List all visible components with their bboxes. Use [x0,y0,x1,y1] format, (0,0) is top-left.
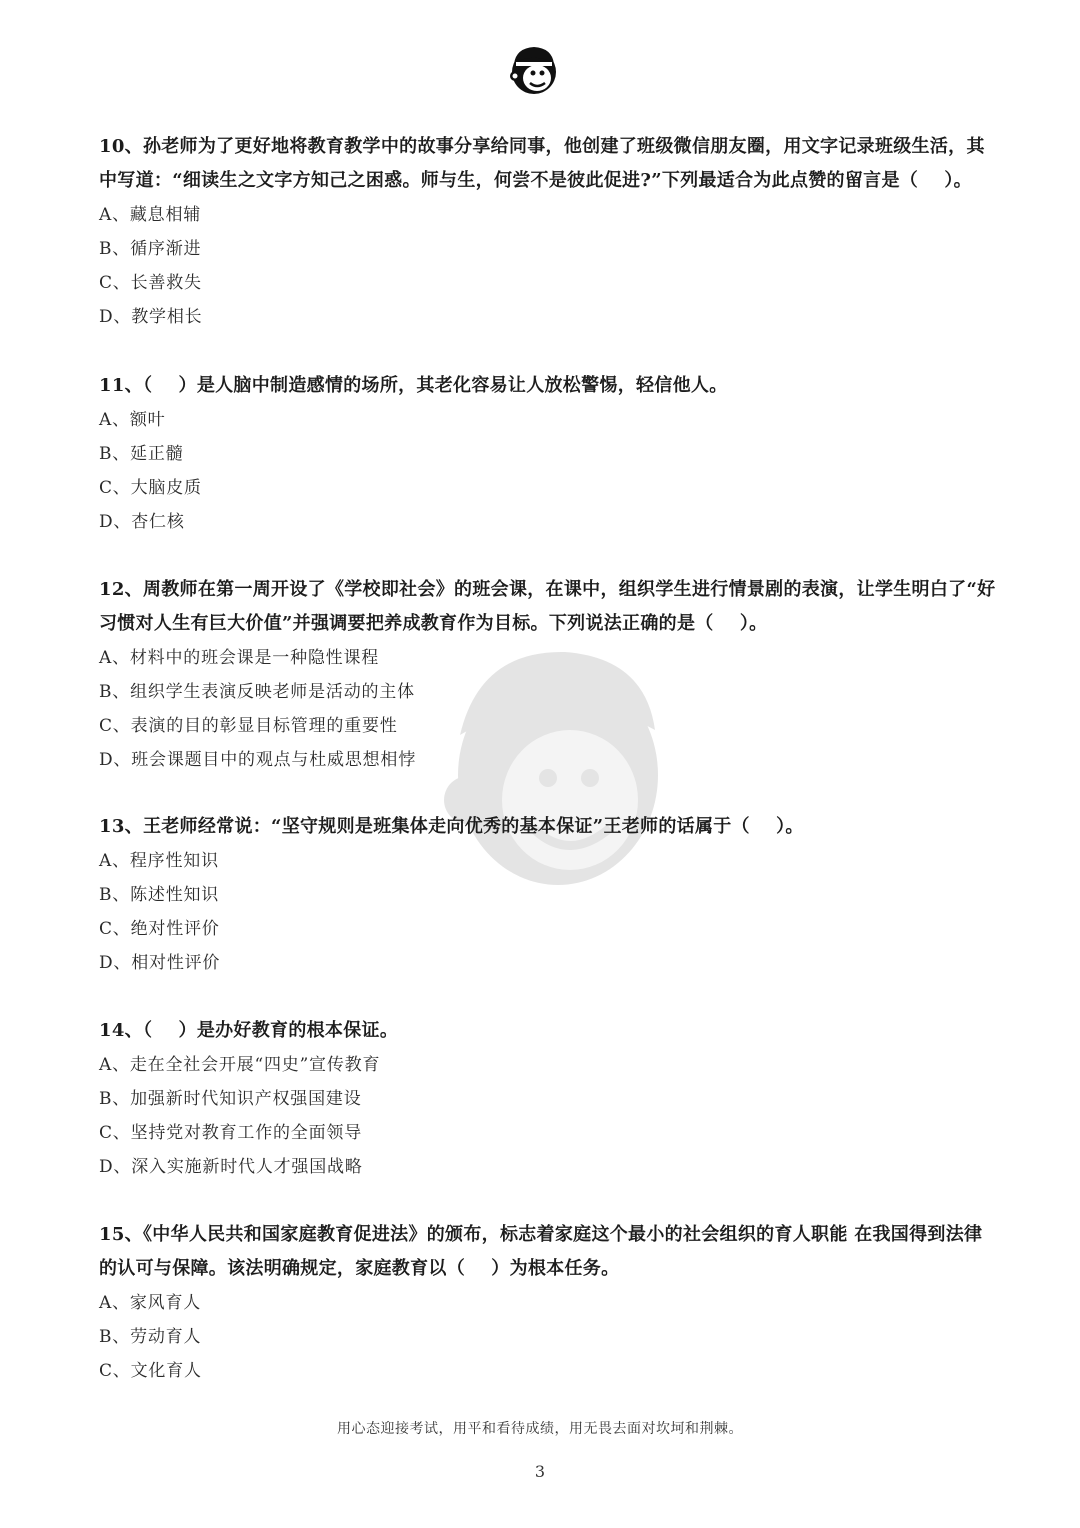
question-stem: 12、周教师在第一周开设了《学校即社会》的班会课，在课中，组织学生进行情景剧的表演，让学生明白了“好习惯对人生有巨大价值”并强调要把养成教育作为目标。下列说法正确的是（ ）。 [99,579,996,634]
option-c: C、文化育人 [99,1361,202,1381]
option-a: A、藏息相辅 [99,205,202,225]
question-12 [99,573,999,777]
option-b: B、陈述性知识 [99,885,220,905]
option-a: A、家风育人 [99,1293,202,1313]
option-d: D、深入实施新时代人才强国战略 [99,1157,363,1177]
question-13 [99,810,999,980]
option-c: C、坚持党对教育工作的全面领导 [99,1123,363,1143]
question-stem: 11、（ ）是人脑中制造感情的场所，其老化容易让人放松警惕，轻信他人。 [99,375,728,396]
question-stem: 10、孙老师为了更好地将教育教学中的故事分享给同事，他创建了班级微信朋友圈，用文字记录班级生活，其中写道：“细读生之文字方知己之困惑。师与生，何尝不是彼此促进?”下列最适合为此点赞的留言是（ ）。 [99,136,985,191]
option-d: D、班会课题目中的观点与杜威思想相悖 [99,750,417,770]
question-10 [99,130,999,334]
monkey-mascot-icon [504,40,564,100]
page-number: 3 [534,1462,546,1481]
page-footer-motto: 用心态迎接考试，用平和看待成绩，用无畏去面对坎坷和荆棘。 [337,1421,743,1437]
option-a: A、额叶 [99,410,166,430]
option-d: D、教学相长 [99,307,203,327]
question-stem: 13、王老师经常说：“坚守规则是班集体走向优秀的基本保证”王老师的话属于（ ）。 [99,816,804,837]
option-b: B、循序渐进 [99,239,202,259]
option-b: B、劳动育人 [99,1327,202,1347]
question-15 [99,1218,999,1388]
option-a: A、走在全社会开展“四史”宣传教育 [99,1055,381,1075]
question-stem: 15、《中华人民共和国家庭教育促进法》的颁布，标志着家庭这个最小的社会组织的育人职能 在我国得到法律的认可与保障。该法明确规定，家庭教育以（ ）为根本任务。 [99,1224,983,1279]
option-b: B、延正髓 [99,444,184,464]
option-a: A、程序性知识 [99,851,219,871]
option-d: D、杏仁核 [99,512,185,532]
question-stem: 14、（ ）是办好教育的根本保证。 [99,1020,399,1041]
option-a: A、材料中的班会课是一种隐性课程 [99,648,380,668]
option-d: D、相对性评价 [99,953,221,973]
question-14 [99,1014,999,1184]
option-c: C、长善救失 [99,273,202,293]
option-b: B、组织学生表演反映老师是活动的主体 [99,682,415,702]
option-c: C、表演的目的彰显目标管理的重要性 [99,716,398,736]
option-b: B、加强新时代知识产权强国建设 [99,1089,362,1109]
option-c: C、大脑皮质 [99,478,202,498]
option-c: C、绝对性评价 [99,919,220,939]
question-11 [99,369,999,539]
